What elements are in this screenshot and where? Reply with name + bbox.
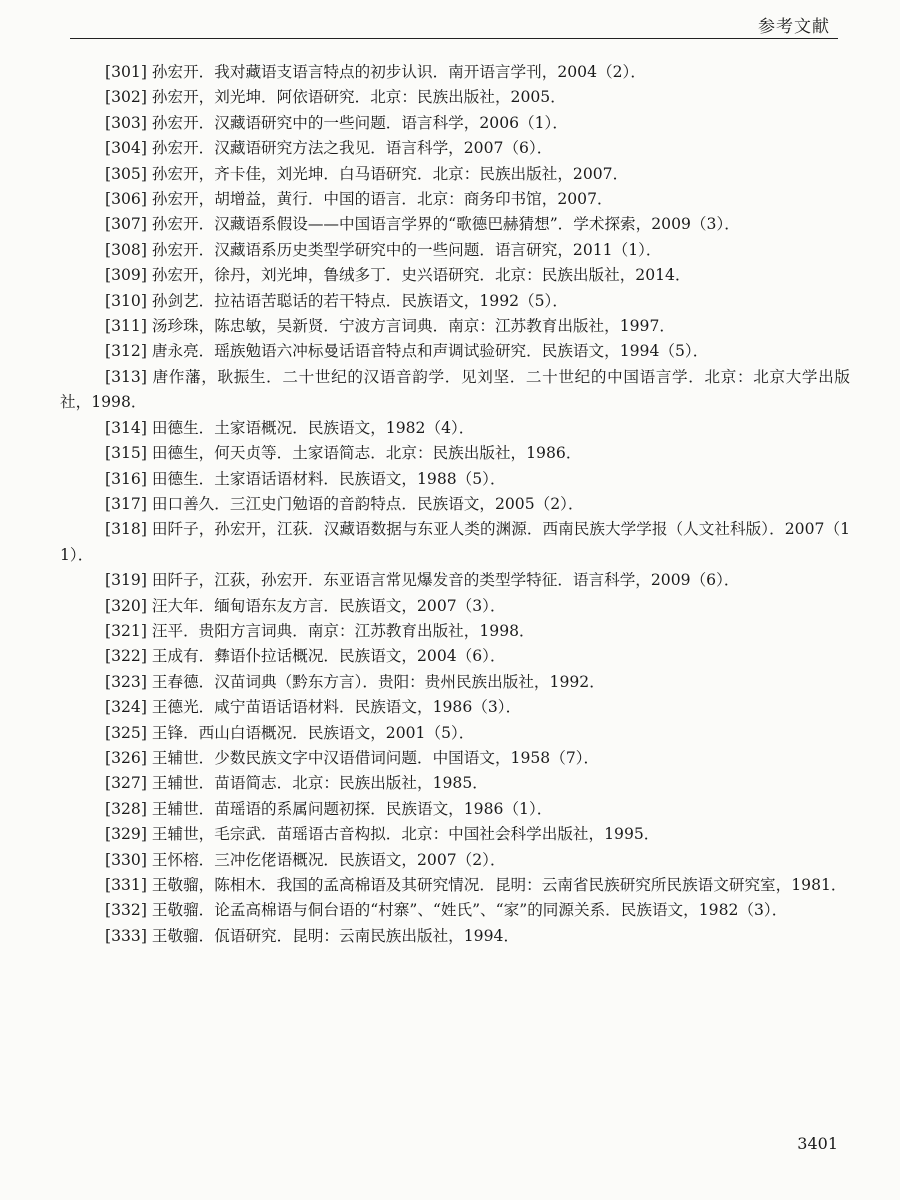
reference-entry: [332] 王敬骝．论孟高棉语与侗台语的“村寨”、“姓氏”、“家”的同源关系．民族语文，1982（3）． bbox=[105, 901, 788, 920]
reference-entry: [326] 王辅世．少数民族文字中汉语借词问题．中国语文，1958（7）． bbox=[105, 748, 600, 767]
reference-entry: [304] 孙宏开．汉藏语研究方法之我见．语言科学，2007（6）． bbox=[105, 139, 553, 158]
reference-entry: [322] 王成有．彝语仆拉话概况．民族语文，2004（6）． bbox=[105, 647, 506, 666]
reference-entry: [323] 王春德．汉苗词典（黔东方言）．贵阳：贵州民族出版社，1992． bbox=[105, 672, 605, 691]
reference-entry: [328] 王辅世．苗瑶语的系属问题初探．民族语文，1986（1）． bbox=[105, 799, 553, 818]
reference-entry: [306] 孙宏开，胡增益，黄行．中国的语言．北京：商务印书馆，2007． bbox=[105, 190, 613, 209]
reference-entry: [312] 唐永亮．瑶族勉语六冲标曼话语音特点和声调试验研究．民族语文，1994（5）． bbox=[105, 342, 709, 361]
reference-entry: [307] 孙宏开．汉藏语系假设——中国语言学界的“歌德巴赫猜想”．学术探索，2009（3）． bbox=[105, 215, 740, 234]
header-rule bbox=[70, 38, 838, 39]
reference-entry: [301] 孙宏开．我对藏语支语言特点的初步认识．南开语言学刊，2004（2）． bbox=[105, 63, 646, 81]
reference-entry: [308] 孙宏开．汉藏语系历史类型学研究中的一些问题．语言研究，2011（1）． bbox=[105, 240, 662, 259]
reference-entry: [316] 田德生．土家语话语材料．民族语文，1988（5）． bbox=[105, 469, 506, 488]
reference-entry: [319] 田阡子，江荻，孙宏开．东亚语言常见爆发音的类型学特征．语言科学，2009（6）． bbox=[105, 571, 740, 590]
reference-list bbox=[60, 60, 850, 949]
reference-entry: [310] 孙剑艺．拉祜语苦聪话的若干特点．民族语文，1992（5）． bbox=[105, 291, 568, 310]
reference-entry: [314] 田德生．土家语概况．民族语文，1982（4）． bbox=[105, 418, 475, 437]
reference-entry: [318] 田阡子，孙宏开，江荻．汉藏语数据与东亚人类的渊源．西南民族大学学报（人文社科版）．2007（11）． bbox=[60, 520, 850, 564]
reference-entry: [305] 孙宏开，齐卡佳，刘光坤．白马语研究．北京：民族出版社，2007． bbox=[105, 164, 629, 183]
reference-entry: [327] 王辅世．苗语简志．北京：民族出版社，1985． bbox=[105, 774, 488, 793]
reference-entry: [303] 孙宏开．汉藏语研究中的一些问题．语言科学，2006（1）． bbox=[105, 113, 568, 132]
running-header-title: 参考文献 bbox=[758, 17, 830, 37]
reference-entry: [324] 王德光．咸宁苗语话语材料．民族语文，1986（3）． bbox=[105, 698, 522, 717]
reference-entry: [302] 孙宏开，刘光坤．阿依语研究．北京：民族出版社，2005． bbox=[105, 88, 566, 107]
reference-entry: [317] 田口善久．三江史门勉语的音韵特点．民族语文，2005（2）． bbox=[105, 494, 584, 513]
reference-entry: [333] 王敬骝．佤语研究．昆明：云南民族出版社，1994． bbox=[105, 926, 520, 945]
reference-entry: [315] 田德生，何天贞等．土家语简志．北京：民族出版社，1986． bbox=[105, 444, 582, 463]
reference-entry: [311] 汤珍珠，陈忠敏，吴新贤．宁波方言词典．南京：江苏教育出版社，1997． bbox=[105, 317, 675, 336]
page-number: 3401 bbox=[797, 1134, 838, 1153]
reference-entry: [313] 唐作藩，耿振生．二十世纪的汉语音韵学．见刘坚．二十世纪的中国语言学．北京：北京大学出版社，1998． bbox=[60, 367, 850, 412]
reference-entry: [331] 王敬骝，陈相木．我国的孟高棉语及其研究情况．昆明：云南省民族研究所民族语文研究室，1981． bbox=[105, 876, 847, 894]
reference-entry: [321] 汪平．贵阳方言词典．南京：江苏教育出版社，1998． bbox=[105, 621, 535, 640]
reference-entry: [320] 汪大年．缅甸语东友方言．民族语文，2007（3）． bbox=[105, 596, 506, 615]
reference-entry: [330] 王怀榕．三冲仡佬语概况．民族语文，2007（2）． bbox=[105, 850, 506, 869]
reference-entry: [325] 王锋．西山白语概况．民族语文，2001（5）． bbox=[105, 723, 475, 742]
reference-entry: [309] 孙宏开，徐丹，刘光坤，鲁绒多丁．史兴语研究．北京：民族出版社，2014． bbox=[105, 266, 691, 285]
reference-entry: [329] 王辅世，毛宗武．苗瑶语古音构拟．北京：中国社会科学出版社，1995． bbox=[105, 825, 660, 844]
